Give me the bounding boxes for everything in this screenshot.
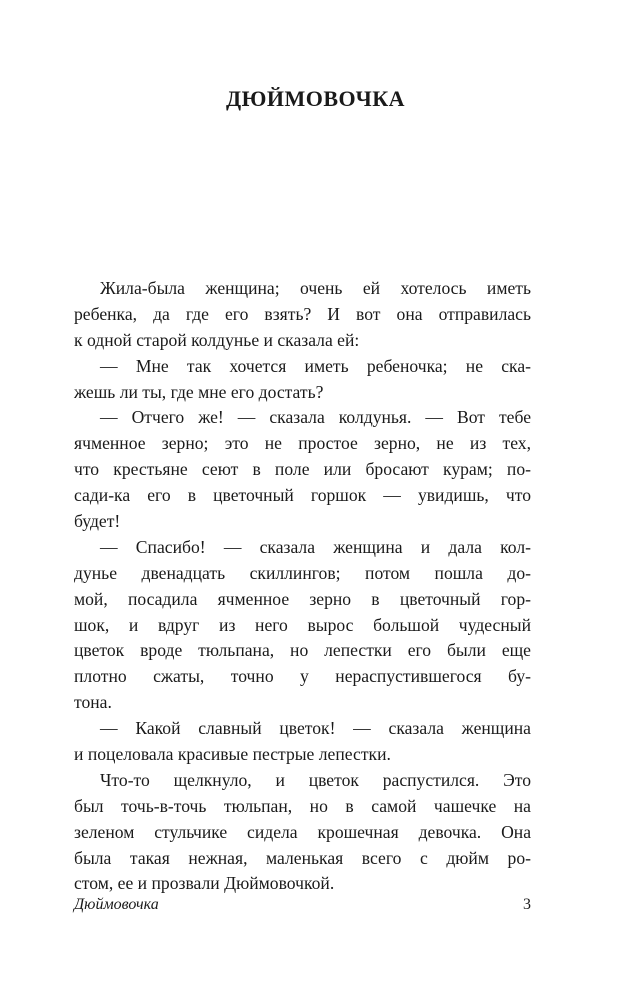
- text-line: Жила-была женщина; очень ей хотелось иметь: [100, 278, 531, 298]
- text-line: что крестьяне сеют в поле или бросают курам; по-: [74, 459, 531, 480]
- text-line: ребенка, да где его взять? И вот она отправилась: [74, 303, 531, 324]
- text-line: — Мне так хочется иметь ребеночка; не ска-: [100, 355, 531, 376]
- paragraph: [74, 405, 531, 534]
- body-text: [74, 276, 531, 897]
- text-line: и поцеловала красивые пестрые лепестки.: [74, 744, 391, 765]
- text-line: — Отчего же! — сказала колдунья. — Вот тебе: [100, 407, 531, 428]
- text-line: к одной старой колдунье и сказала ей:: [74, 329, 360, 350]
- text-line: Что-то щелкнуло, и цветок распустился. Это: [100, 769, 531, 790]
- text-line: сади-ка его в цветочный горшок — увидишь, что: [74, 485, 531, 506]
- text-line: плотно сжаты, точно у нераспустившегося бу-: [74, 666, 531, 687]
- chapter-title: ДЮЙМОВОЧКА: [225, 86, 406, 111]
- text-line: была такая нежная, маленькая всего с дюйм ро-: [74, 847, 531, 868]
- text-line: мой, посадила ячменное зерно в цветочный гор-: [74, 588, 531, 609]
- paragraph: [74, 768, 531, 897]
- page-number: 3: [523, 896, 531, 913]
- text-line: тона.: [74, 692, 112, 713]
- page-footer: [74, 893, 531, 917]
- paragraph: [74, 535, 531, 716]
- running-title: Дюймовочка: [74, 896, 159, 913]
- text-line: ячменное зерно; это не простое зерно, не из тех,: [74, 433, 531, 454]
- paragraph: [74, 354, 531, 406]
- text-line: — Какой славный цветок! — сказала женщина: [100, 718, 531, 739]
- text-line: будет!: [74, 511, 121, 532]
- text-line: был точь-в-точь тюльпан, но в самой чашечке на: [74, 795, 531, 816]
- text-line: жешь ли ты, где мне его достать?: [74, 381, 324, 402]
- text-line: зеленом стульчике сидела крошечная девочка. Она: [74, 821, 531, 842]
- text-line: дунье двенадцать скиллингов; потом пошла до-: [74, 562, 531, 583]
- paragraph: [74, 276, 531, 354]
- text-line: шок, и вдруг из него вырос большой чудесный: [74, 614, 531, 635]
- paragraph: [74, 716, 531, 768]
- text-line: — Спасибо! — сказала женщина и дала кол-: [100, 536, 531, 557]
- text-line: цветок вроде тюльпана, но лепестки его были еще: [74, 640, 531, 661]
- text-line: стом, ее и прозвали Дюймовочкой.: [74, 873, 335, 894]
